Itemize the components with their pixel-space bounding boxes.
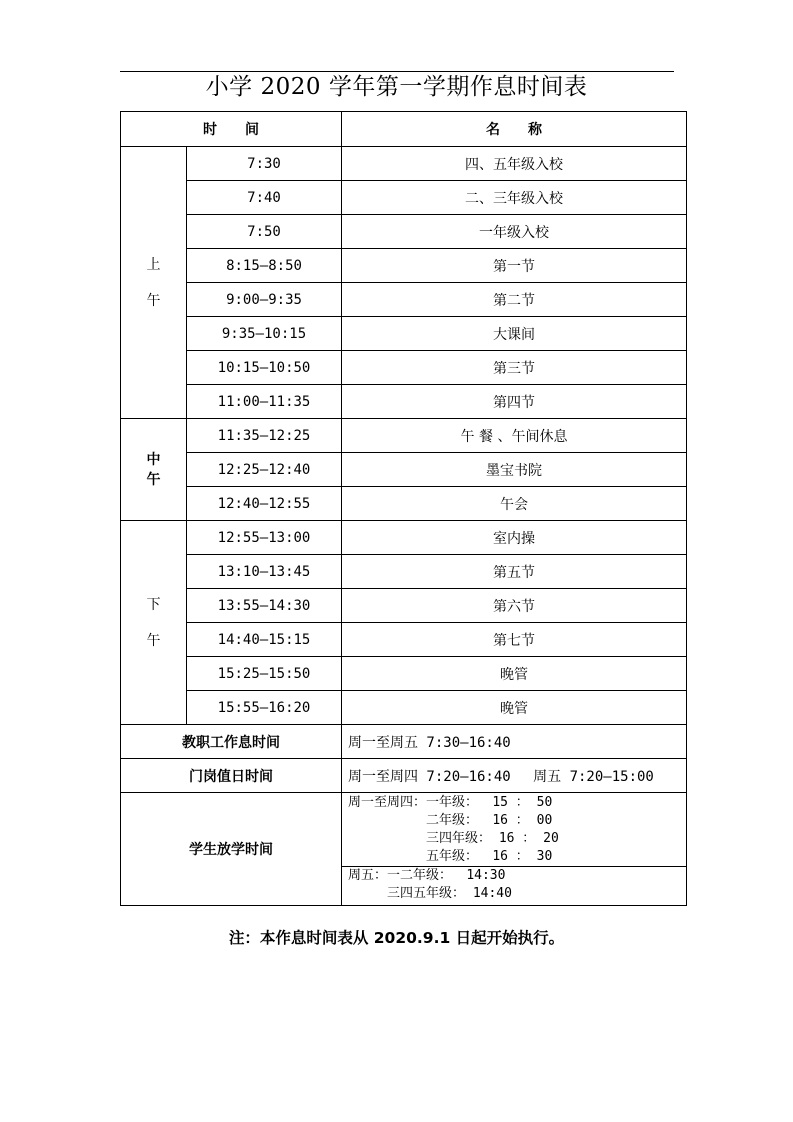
name-cell: 第六节	[342, 589, 687, 623]
dismissal-line: 周五：一二年级： 14:30	[348, 867, 506, 883]
table-header-row	[121, 112, 687, 147]
name-cell: 第一节	[342, 249, 687, 283]
time-cell: 9:00—9:35	[187, 283, 342, 317]
table-row	[121, 215, 687, 249]
name-cell: 第四节	[342, 385, 687, 419]
table-row	[121, 147, 687, 181]
table-row	[121, 419, 687, 453]
time-cell: 7:50	[187, 215, 342, 249]
name-cell: 一年级入校	[342, 215, 687, 249]
page-title: 小学 2020 学年第一学期作息时间表	[205, 74, 588, 100]
name-cell: 室内操	[342, 521, 687, 555]
time-cell: 15:25—15:50	[187, 657, 342, 691]
time-cell: 11:35—12:25	[187, 419, 342, 453]
table-row	[121, 385, 687, 419]
dismissal-line: 三四五年级： 14:40	[348, 885, 512, 901]
time-cell: 13:10—13:45	[187, 555, 342, 589]
table-row	[121, 351, 687, 385]
dismissal-line: 周一至周四：一年级： 15 ： 50	[348, 794, 553, 810]
time-cell: 15:55—16:20	[187, 691, 342, 725]
footer-note: 注：本作息时间表从 2020.9.1 日起开始执行。	[228, 929, 565, 947]
dismissal-line: 五年级： 16 ： 30	[348, 848, 553, 864]
period-noon-label: 中 午	[146, 451, 161, 488]
staff-hours-row	[121, 725, 687, 759]
name-cell: 大课间	[342, 317, 687, 351]
time-cell: 12:55—13:00	[187, 521, 342, 555]
time-cell: 8:15—8:50	[187, 249, 342, 283]
time-cell: 11:00—11:35	[187, 385, 342, 419]
header-time: 时 间	[121, 112, 342, 147]
dismissal-line: 三四年级： 16 ： 20	[348, 830, 559, 846]
dismissal-times	[342, 793, 687, 906]
time-cell: 12:25—12:40	[187, 453, 342, 487]
name-cell: 晚管	[342, 691, 687, 725]
staff-hours-label: 教职工作息时间	[121, 725, 342, 759]
time-cell: 7:30	[187, 147, 342, 181]
table-row	[121, 283, 687, 317]
name-cell: 第七节	[342, 623, 687, 657]
dismissal-label: 学生放学时间	[121, 793, 342, 906]
time-cell: 13:55—14:30	[187, 589, 342, 623]
table-row	[121, 317, 687, 351]
table-row	[121, 555, 687, 589]
period-morning	[121, 147, 187, 419]
name-cell: 第三节	[342, 351, 687, 385]
staff-hours-value: 周一至周五 7:30—16:40	[342, 725, 687, 759]
name-cell: 墨宝书院	[342, 453, 687, 487]
time-cell: 12:40—12:55	[187, 487, 342, 521]
table-row	[121, 589, 687, 623]
table-row	[121, 691, 687, 725]
name-cell: 第五节	[342, 555, 687, 589]
name-cell: 四、五年级入校	[342, 147, 687, 181]
dismissal-weekdays	[342, 794, 686, 867]
name-cell: 晚管	[342, 657, 687, 691]
time-cell: 10:15—10:50	[187, 351, 342, 385]
table-row	[121, 657, 687, 691]
table-row	[121, 623, 687, 657]
guard-duty-label: 门岗值日时间	[121, 759, 342, 793]
period-afternoon-label: 下 午	[146, 596, 161, 649]
time-cell: 7:40	[187, 181, 342, 215]
guard-duty-row	[121, 759, 687, 793]
period-noon	[121, 419, 187, 521]
name-cell: 午 餐 、午间休息	[342, 419, 687, 453]
period-morning-label: 上 午	[146, 256, 161, 309]
table-row	[121, 249, 687, 283]
time-cell: 9:35—10:15	[187, 317, 342, 351]
period-afternoon	[121, 521, 187, 725]
name-cell: 二、三年级入校	[342, 181, 687, 215]
name-cell: 第二节	[342, 283, 687, 317]
name-cell: 午会	[342, 487, 687, 521]
dismissal-line: 二年级： 16 ： 00	[348, 812, 553, 828]
schedule-table	[120, 111, 687, 906]
table-row	[121, 453, 687, 487]
header-name: 名 称	[342, 112, 687, 147]
table-row	[121, 521, 687, 555]
table-row	[121, 181, 687, 215]
time-cell: 14:40—15:15	[187, 623, 342, 657]
dismissal-friday	[342, 867, 686, 905]
dismissal-row	[121, 793, 687, 906]
guard-duty-value: 周一至周四 7:20—16:40 周五 7:20—15:00	[342, 759, 687, 793]
table-row	[121, 487, 687, 521]
